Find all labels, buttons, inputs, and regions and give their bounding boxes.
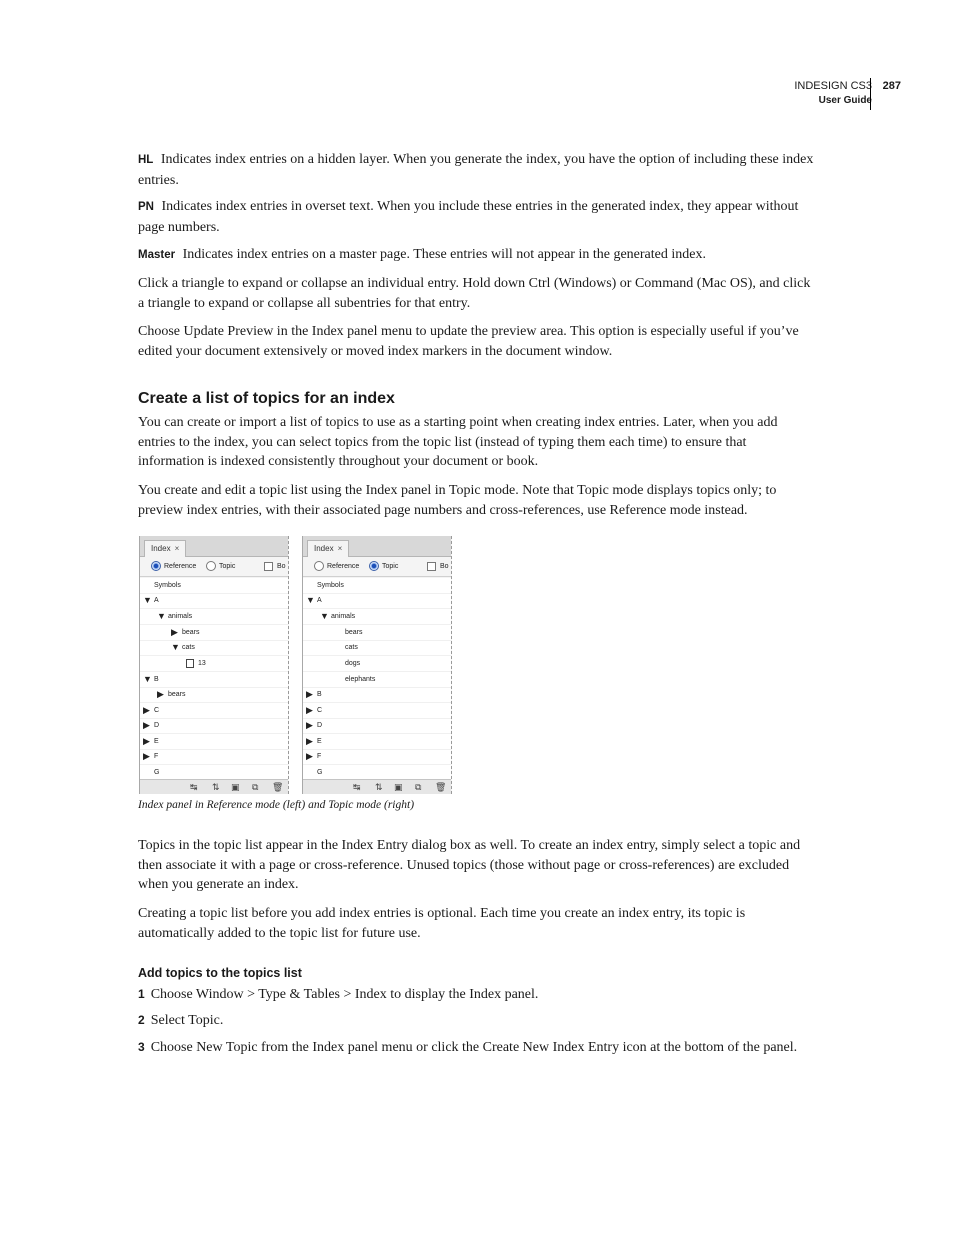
list-item[interactable]: [140, 672, 288, 688]
panel-footer: [303, 779, 451, 794]
go-to-entry-icon[interactable]: ↹: [190, 782, 198, 792]
body-text: Choose Update Preview in the Index panel menu to update the preview area. This option is especially useful if you’ve edited your document extensively or moved index markers in the document window.: [138, 324, 799, 359]
book-label: Bo: [277, 563, 286, 570]
reference-label: Reference: [327, 563, 360, 570]
book-label: Bo: [440, 563, 449, 570]
running-header: [794, 78, 901, 108]
reference-radio[interactable]: [314, 561, 324, 571]
index-tab[interactable]: [144, 540, 186, 557]
row-label: F: [317, 753, 322, 760]
topic-label: Topic: [219, 563, 236, 570]
procedure-heading-block: [138, 964, 816, 982]
guide-name: User Guide: [818, 95, 872, 106]
tab-label: Index: [314, 544, 334, 553]
figure-caption-block: [138, 797, 816, 813]
row-label: B: [154, 676, 159, 683]
body-text: You can create or import a list of topics to use as a starting point when creating index entries. Later, when you add entries to the index, you can select topics from the topic list (instead of typing them each time) to ensure that information is indexed consistently throughout your document or book.: [138, 415, 778, 470]
page-reference: 13: [198, 660, 206, 667]
definition-text: Indicates index entries on a master page. These entries will not appear in the generated index.: [182, 247, 706, 262]
row-label: dogs: [345, 660, 361, 667]
row-label: bears: [168, 691, 186, 698]
list-item[interactable]: [303, 640, 451, 656]
definition-text: Indicates index entries on a hidden layer. When you generate the index, you have the option of including these index entries.: [138, 152, 814, 188]
row-label: bears: [182, 629, 200, 636]
step-3: [138, 1038, 816, 1058]
step-text: Choose Window > Type & Tables > Index to display the Index panel.: [150, 987, 539, 1002]
update-preview-icon[interactable]: ⇅: [375, 782, 383, 792]
triangle-right-icon[interactable]: ▶: [143, 751, 150, 761]
list-item[interactable]: [303, 749, 451, 765]
new-entry-icon[interactable]: ⧉: [415, 782, 422, 792]
step-1: [138, 985, 816, 1005]
mode-selector: [140, 558, 288, 577]
triangle-down-icon[interactable]: ▼: [320, 611, 329, 621]
step-number: 1: [138, 987, 145, 1001]
list-item[interactable]: [303, 593, 451, 609]
list-item[interactable]: [140, 609, 288, 625]
definition-hl: [138, 150, 816, 190]
list-item[interactable]: [303, 625, 451, 641]
generate-index-icon[interactable]: ▣: [231, 782, 240, 792]
list-item[interactable]: [303, 718, 451, 734]
triangle-right-icon[interactable]: ▶: [157, 689, 164, 699]
definition-term: Master: [138, 249, 176, 261]
triangle-right-icon[interactable]: ▶: [306, 736, 313, 746]
row-label: G: [317, 769, 323, 776]
paragraph: [138, 274, 816, 313]
list-item[interactable]: [140, 749, 288, 765]
triangle-down-icon[interactable]: ▼: [157, 611, 166, 621]
row-label: C: [317, 707, 323, 714]
definition-master: [138, 245, 816, 266]
topic-list: [303, 578, 451, 780]
row-label: D: [154, 722, 160, 729]
procedure-heading: Add topics to the topics list: [138, 966, 302, 980]
panel-footer: [140, 779, 288, 794]
list-item[interactable]: [303, 734, 451, 750]
triangle-down-icon[interactable]: ▼: [306, 595, 315, 605]
entry-list: [140, 578, 288, 780]
definition-term: PN: [138, 201, 154, 213]
index-panel-reference-mode: [139, 536, 289, 794]
update-preview-icon[interactable]: ⇅: [212, 782, 220, 792]
row-label: elephants: [345, 676, 376, 683]
row-label: A: [317, 597, 322, 604]
row-label: A: [154, 597, 159, 604]
triangle-right-icon[interactable]: ▶: [143, 720, 150, 730]
row-label: Symbols: [317, 582, 344, 589]
triangle-right-icon[interactable]: ▶: [143, 736, 150, 746]
step-text: Choose New Topic from the Index panel menu or click the Create New Index Entry icon at the bottom of the panel.: [150, 1040, 798, 1055]
triangle-down-icon[interactable]: ▼: [143, 674, 152, 684]
close-icon[interactable]: ×: [174, 544, 180, 553]
triangle-right-icon[interactable]: ▶: [306, 720, 313, 730]
row-label: cats: [345, 644, 358, 651]
step-number: 3: [138, 1040, 145, 1054]
reference-radio[interactable]: [151, 561, 161, 571]
body-text: Topics in the topic list appear in the Index Entry dialog box as well. To create an index entry, simply select a topic and then associate it with a page or cross-reference. Unused topics (those without page or cross-references) are excluded when you generate an index.: [138, 838, 801, 893]
row-label: E: [317, 738, 322, 745]
paragraph: [138, 413, 816, 472]
definition-pn: [138, 197, 816, 237]
paragraph: [138, 904, 816, 943]
list-item[interactable]: [303, 609, 451, 625]
row-label: C: [154, 707, 160, 714]
paragraph: [138, 322, 816, 361]
index-panel-topic-mode: [302, 536, 452, 794]
list-item[interactable]: [140, 593, 288, 609]
list-item[interactable]: [303, 578, 451, 594]
list-item[interactable]: [140, 734, 288, 750]
topic-label: Topic: [382, 563, 399, 570]
row-label: F: [154, 753, 159, 760]
row-label: animals: [168, 613, 193, 620]
index-tab[interactable]: [307, 540, 349, 557]
close-icon[interactable]: ×: [337, 544, 343, 553]
generate-index-icon[interactable]: ▣: [394, 782, 403, 792]
list-item[interactable]: [140, 718, 288, 734]
list-item[interactable]: [140, 687, 288, 703]
definition-term: HL: [138, 154, 154, 166]
list-item[interactable]: [303, 703, 451, 719]
tab-label: Index: [151, 544, 171, 553]
list-item[interactable]: [140, 578, 288, 594]
row-label: G: [154, 769, 160, 776]
paragraph: [138, 481, 816, 520]
list-item[interactable]: [303, 656, 451, 672]
row-label: bears: [345, 629, 363, 636]
definition-text: Indicates index entries in overset text. When you include these entries in the generated index, they appear without page numbers.: [138, 199, 799, 235]
triangle-right-icon[interactable]: ▶: [143, 705, 150, 715]
triangle-right-icon[interactable]: ▶: [306, 689, 313, 699]
triangle-right-icon[interactable]: ▶: [171, 627, 178, 637]
page-number: 287: [870, 78, 901, 110]
panel-tab-bar: [140, 536, 288, 557]
new-entry-icon[interactable]: ⧉: [252, 782, 259, 792]
list-item[interactable]: [303, 672, 451, 688]
row-label: D: [317, 722, 323, 729]
list-item[interactable]: [140, 703, 288, 719]
row-label: Symbols: [154, 582, 181, 589]
go-to-entry-icon[interactable]: ↹: [353, 782, 361, 792]
list-item[interactable]: [140, 640, 288, 656]
topic-radio[interactable]: [206, 561, 216, 571]
figure-caption: Index panel in Reference mode (left) and Topic mode (right): [138, 799, 415, 811]
row-label: cats: [182, 644, 195, 651]
topic-radio[interactable]: [369, 561, 379, 571]
book-checkbox[interactable]: [264, 562, 273, 571]
reference-label: Reference: [164, 563, 197, 570]
section-heading: Create a list of topics for an index: [138, 390, 395, 407]
list-item[interactable]: [140, 625, 288, 641]
list-item[interactable]: [303, 687, 451, 703]
body-text: You create and edit a topic list using the Index panel in Topic mode. Note that Topic mode displays topics only; to preview index entries, with their associated page numbers and cross-references, use Reference mode instead.: [138, 483, 777, 518]
row-label: E: [154, 738, 159, 745]
body-text: Creating a topic list before you add index entries is optional. Each time you create an index entry, its topic is automatically added to the topic list for future use.: [138, 906, 746, 941]
product-name: INDESIGN CS3: [794, 80, 872, 92]
panel-tab-bar: [303, 536, 451, 557]
step-text: Select Topic.: [150, 1013, 224, 1028]
body-text: Click a triangle to expand or collapse an individual entry. Hold down Ctrl (Windows) or Command (Mac OS), and click a triangle to expand or collapse all subentries for that entry.: [138, 276, 811, 311]
section-heading-block: [138, 389, 816, 409]
row-label: B: [317, 691, 322, 698]
triangle-right-icon[interactable]: ▶: [306, 705, 313, 715]
row-label: animals: [331, 613, 356, 620]
page-icon: [186, 659, 194, 668]
triangle-down-icon[interactable]: ▼: [171, 642, 180, 652]
list-item[interactable]: [140, 656, 288, 672]
step-2: [138, 1011, 816, 1031]
triangle-right-icon[interactable]: ▶: [306, 751, 313, 761]
trash-icon[interactable]: 🗑: [435, 782, 447, 792]
trash-icon[interactable]: 🗑: [272, 782, 284, 792]
step-number: 2: [138, 1013, 145, 1027]
triangle-down-icon[interactable]: ▼: [143, 595, 152, 605]
paragraph: [138, 836, 816, 895]
book-checkbox[interactable]: [427, 562, 436, 571]
mode-selector: [303, 558, 451, 577]
